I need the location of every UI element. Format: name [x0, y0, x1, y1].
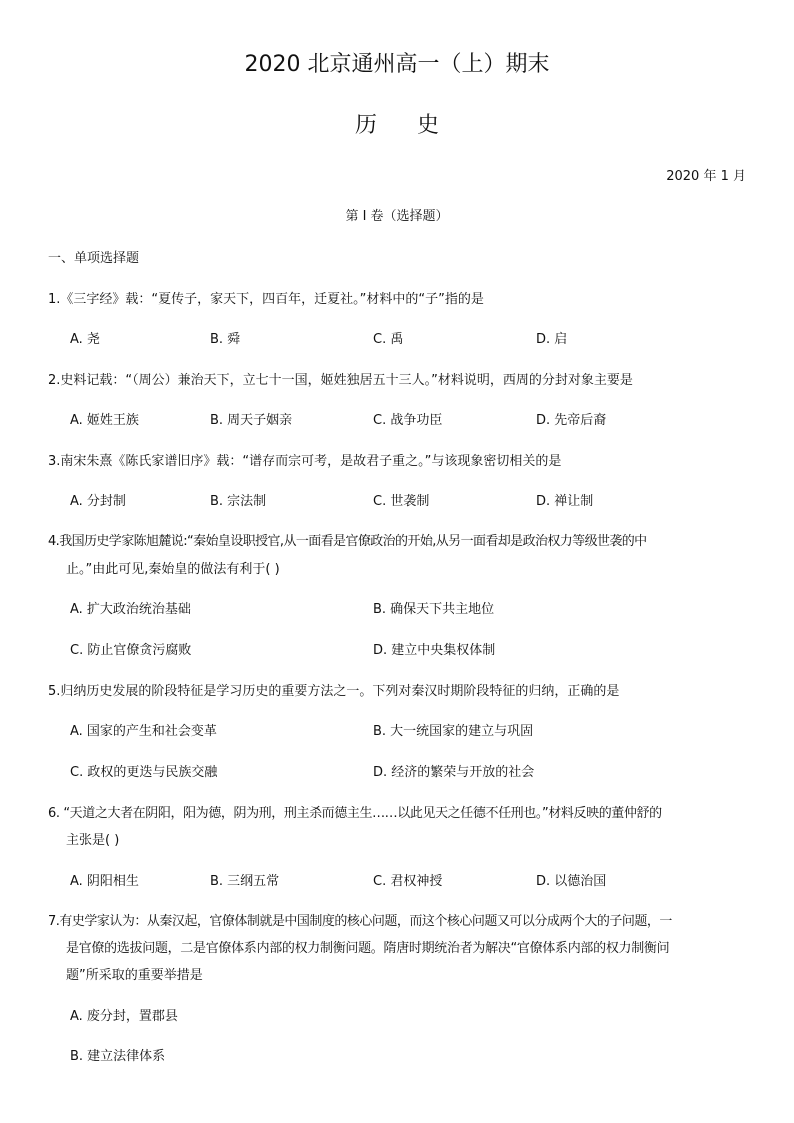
- q5-option-a: A. 国家的产生和社会变革: [70, 724, 217, 739]
- q3-option-d: D. 禅让制: [536, 494, 594, 509]
- exam-title: 2020 北京通州高一（上）期末: [244, 52, 550, 77]
- exam-date: 2020 年 1 月: [666, 169, 746, 184]
- q4-option-c: C. 防止官僚贪污腐败: [70, 643, 192, 658]
- question-7-stem-line-3: 题”所采取的重要举措是: [66, 968, 203, 983]
- q5-option-b: B. 大一统国家的建立与巩固: [373, 724, 534, 739]
- q4-option-d: D. 建立中央集权体制: [373, 643, 496, 658]
- q3-option-a: A. 分封制: [70, 494, 126, 509]
- q3-option-c: C. 世袭制: [373, 494, 430, 509]
- q7-option-b: B. 建立法律体系: [70, 1049, 166, 1064]
- question-4-stem-line-1: 4.我国历史学家陈旭麓说:“秦始皇设职授官,从一面看是官僚政治的开始,从另一面看却是政治权力等级世袭的中: [48, 534, 647, 549]
- subject-char-1: 历: [354, 113, 377, 138]
- q2-option-d: D. 先帝后裔: [536, 413, 607, 428]
- q1-option-a: A. 尧: [70, 332, 100, 347]
- q2-option-a: A. 姬姓王族: [70, 413, 139, 428]
- q6-option-a: A. 阴阳相生: [70, 874, 139, 889]
- q4-option-a: A. 扩大政治统治基础: [70, 602, 191, 617]
- q4-option-b: B. 确保天下共主地位: [373, 602, 495, 617]
- q1-option-c: C. 禹: [373, 332, 404, 347]
- q1-option-b: B. 舜: [210, 332, 241, 347]
- q5-option-c: C. 政权的更迭与民族交融: [70, 765, 218, 780]
- question-6-stem-line-2: 主张是( ): [66, 833, 120, 848]
- question-5-stem: 5.归纳历史发展的阶段特征是学习历史的重要方法之一。下列对秦汉时期阶段特征的归纳，正确的是: [48, 684, 620, 699]
- question-3-stem: 3.南宋朱熹《陈氏家谱旧序》载：“谱存而宗可考，是故君子重之。”与该现象密切相关的是: [48, 454, 562, 469]
- q1-option-d: D. 启: [536, 332, 568, 347]
- part-heading: 一、单项选择题: [48, 251, 140, 266]
- question-4-stem-line-2: 止。”由此可见,秦始皇的做法有利于( ): [66, 562, 280, 577]
- subject-char-2: 史: [417, 113, 440, 138]
- q7-option-a: A. 废分封，置郡县: [70, 1009, 178, 1024]
- q2-option-c: C. 战争功臣: [373, 413, 443, 428]
- section-heading: 第 I 卷（选择题）: [345, 209, 449, 224]
- question-6-stem-line-1: 6. “天道之大者在阴阳，阳为德，阴为刑，刑主杀而德主生……以此见天之任德不任刑也。”材料反映的董仲舒的: [48, 806, 662, 821]
- q6-option-d: D. 以德治国: [536, 874, 607, 889]
- q5-option-d: D. 经济的繁荣与开放的社会: [373, 765, 535, 780]
- question-2-stem: 2.史料记载：“（周公）兼治天下，立七十一国，姬姓独居五十三人。”材料说明，西周的分封对象主要是: [48, 373, 633, 388]
- question-1-stem: 1.《三字经》载：“夏传子，家天下，四百年，迁夏社。”材料中的“子”指的是: [48, 292, 484, 307]
- q3-option-b: B. 宗法制: [210, 494, 267, 509]
- subject-title: [0, 113, 794, 139]
- q6-option-b: B. 三纲五常: [210, 874, 280, 889]
- q2-option-b: B. 周天子姻亲: [210, 413, 293, 428]
- question-7-stem-line-2: 是官僚的选拔问题，二是官僚体系内部的权力制衡问题。隋唐时期统治者为解决“官僚体系内部的权力制衡问: [66, 941, 670, 956]
- question-7-stem-line-1: 7.有史学家认为：从秦汉起，官僚体制就是中国制度的核心问题，而这个核心问题又可以分成两个大的子问题，一: [48, 914, 672, 929]
- q6-option-c: C. 君权神授: [373, 874, 443, 889]
